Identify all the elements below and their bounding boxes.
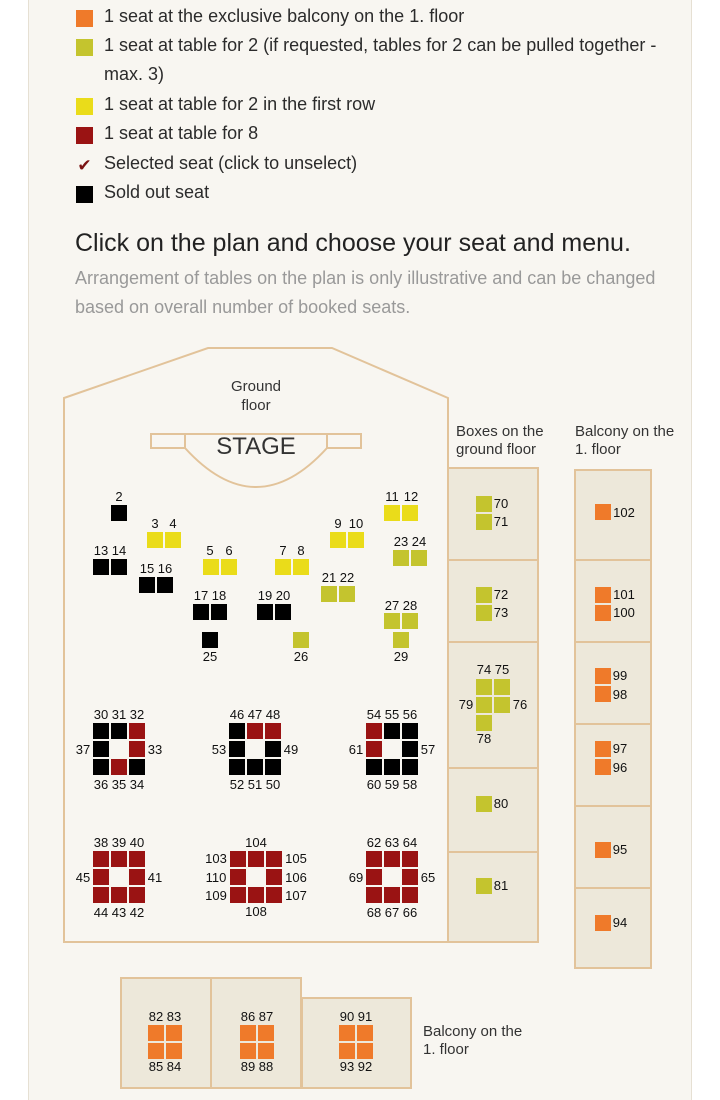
balcony-label: Balcony on the [575, 423, 675, 440]
seat-number-32: 32 [129, 707, 145, 722]
seat-85[interactable] [148, 1043, 164, 1059]
seat-number-104: 104 [245, 835, 267, 850]
seat-84[interactable] [166, 1043, 182, 1059]
seat-number-96: 96 [612, 760, 628, 775]
seat-number-45: 45 [75, 870, 91, 885]
seat-number-90: 90 [339, 1009, 355, 1024]
seat-number-97: 97 [612, 741, 628, 756]
seat-52 [229, 759, 245, 775]
seat-6[interactable] [221, 559, 237, 575]
seat-number-29: 29 [393, 649, 409, 664]
seat-number-64: 64 [402, 835, 418, 850]
seat-number-83: 83 [166, 1009, 182, 1024]
seat-number-49: 49 [283, 742, 299, 757]
seat-number-37: 37 [75, 742, 91, 757]
seat-number-44: 44 [93, 905, 109, 920]
seat-26[interactable] [293, 632, 309, 648]
seat-number-110: 110 [205, 870, 227, 885]
legend-label: 1 seat at table for 2 (if requested, tables for 2 can be pulled together - max. 3) [104, 35, 657, 84]
seat-40[interactable] [129, 851, 145, 867]
seat-number-62: 62 [366, 835, 382, 850]
seat-37 [93, 741, 109, 757]
seat-number-26: 26 [293, 649, 309, 664]
seat-number-88: 88 [258, 1059, 274, 1074]
seat-28[interactable] [402, 613, 418, 629]
seat-94[interactable] [595, 915, 611, 931]
seat-number-67: 67 [384, 905, 400, 920]
seat-number-25: 25 [202, 649, 218, 664]
seat-20 [275, 604, 291, 620]
seat-18 [211, 604, 227, 620]
seat-5[interactable] [203, 559, 219, 575]
seat-46 [229, 723, 245, 739]
seat-35[interactable] [111, 759, 127, 775]
seat-number-16: 16 [157, 561, 173, 576]
seat-number-93: 93 [339, 1059, 355, 1074]
seat-89[interactable] [240, 1043, 256, 1059]
seat-number-46: 46 [229, 707, 245, 722]
seat-number-89: 89 [240, 1059, 256, 1074]
seat-38[interactable] [93, 851, 109, 867]
seat-number-48: 48 [265, 707, 281, 722]
seat-93[interactable] [339, 1043, 355, 1059]
seat-8[interactable] [293, 559, 309, 575]
seat-87[interactable] [258, 1025, 274, 1041]
seat-number-100: 100 [613, 605, 635, 620]
seat-76[interactable] [494, 697, 510, 713]
seat-69[interactable] [366, 869, 382, 885]
seat-4[interactable] [165, 532, 181, 548]
seat-24[interactable] [411, 550, 427, 566]
seat-number-57: 57 [420, 742, 436, 757]
seat-45[interactable] [93, 869, 109, 885]
seat-number-74: 74 [476, 662, 492, 677]
seat-54[interactable] [366, 723, 382, 739]
seat-63[interactable] [384, 851, 400, 867]
seat-number-8: 8 [297, 543, 305, 558]
legend-label: 1 seat at table for 8 [104, 123, 259, 143]
seat-15 [139, 577, 155, 593]
seat-number-102: 102 [613, 505, 635, 520]
seat-75[interactable] [494, 679, 510, 695]
seat-number-39: 39 [111, 835, 127, 850]
seat-9[interactable] [330, 532, 346, 548]
stage-label: STAGE [216, 433, 296, 460]
seat-81[interactable] [476, 878, 492, 894]
seat-number-63: 63 [384, 835, 400, 850]
seat-68[interactable] [366, 887, 382, 903]
seat-29[interactable] [393, 632, 409, 648]
seat-70[interactable] [476, 496, 492, 512]
seat-33[interactable] [129, 741, 145, 757]
seat-62[interactable] [366, 851, 382, 867]
boxes-label: Boxes on the [456, 423, 544, 440]
seat-number-109: 109 [205, 888, 227, 903]
seat-21[interactable] [321, 586, 337, 602]
seat-number-34: 34 [129, 777, 145, 792]
seat-number-59: 59 [384, 777, 400, 792]
seat-number-61: 61 [348, 742, 364, 757]
seat-74[interactable] [476, 679, 492, 695]
seat-number-65: 65 [420, 870, 436, 885]
seat-number-7: 7 [279, 543, 287, 558]
seat-number-52: 52 [229, 777, 245, 792]
seat-number-27: 27 [384, 598, 400, 613]
seat-number-55: 55 [384, 707, 400, 722]
seat-number-85: 85 [148, 1059, 164, 1074]
seat-65[interactable] [402, 869, 418, 885]
seat-number-101: 101 [613, 587, 635, 602]
seat-number-22: 22 [339, 570, 355, 585]
seat-55 [384, 723, 400, 739]
seat-107[interactable] [266, 887, 282, 903]
seat-90[interactable] [339, 1025, 355, 1041]
seat-number-43: 43 [111, 905, 127, 920]
seat-number-91: 91 [357, 1009, 373, 1024]
seat-101[interactable] [595, 587, 611, 603]
seat-104[interactable] [248, 851, 264, 867]
seat-86[interactable] [240, 1025, 256, 1041]
seat-number-35: 35 [111, 777, 127, 792]
seat-number-71: 71 [493, 514, 509, 529]
seat-number-17: 17 [193, 588, 209, 603]
seat-number-98: 98 [612, 687, 628, 702]
seat-number-40: 40 [129, 835, 145, 850]
seat-number-10: 10 [348, 516, 364, 531]
seat-number-3: 3 [151, 516, 159, 531]
seat-59 [384, 759, 400, 775]
seat-number-99: 99 [612, 668, 628, 683]
seat-105[interactable] [266, 851, 282, 867]
page-heading: Click on the plan and choose your seat and menu. [75, 229, 631, 257]
seat-42[interactable] [129, 887, 145, 903]
seat-number-19: 19 [257, 588, 273, 603]
seat-3[interactable] [147, 532, 163, 548]
seat-99[interactable] [595, 668, 611, 684]
seat-number-28: 28 [402, 598, 418, 613]
seat-number-81: 81 [493, 878, 509, 893]
check-icon: ✔ [77, 156, 92, 175]
seat-number-51: 51 [247, 777, 263, 792]
seat-72[interactable] [476, 587, 492, 603]
seat-number-11: 11 [385, 489, 399, 504]
seat-number-103: 103 [205, 851, 227, 866]
page-subtext: Arrangement of tables on the plan is only illustrative and can be changed based on overall number of booked seats. [75, 268, 656, 317]
seat-number-80: 80 [493, 796, 509, 811]
seat-78[interactable] [476, 715, 492, 731]
seat-number-2: 2 [115, 489, 123, 504]
seat-73[interactable] [476, 605, 492, 621]
seat-31 [111, 723, 127, 739]
seat-number-58: 58 [402, 777, 418, 792]
seat-number-70: 70 [493, 496, 509, 511]
seat-14 [111, 559, 127, 575]
seat-number-42: 42 [129, 905, 145, 920]
seat-66[interactable] [402, 887, 418, 903]
seat-27[interactable] [384, 613, 400, 629]
seat-number-79: 79 [458, 697, 474, 712]
seat-number-47: 47 [247, 707, 263, 722]
seat-number-68: 68 [366, 905, 382, 920]
seat-64[interactable] [402, 851, 418, 867]
seat-number-9: 9 [334, 516, 342, 531]
seat-49 [265, 741, 281, 757]
seat-number-20: 20 [275, 588, 291, 603]
seat-2 [111, 505, 127, 521]
seat-44[interactable] [93, 887, 109, 903]
seat-34 [129, 759, 145, 775]
seat-number-84: 84 [166, 1059, 182, 1074]
seat-30 [93, 723, 109, 739]
seat-number-105: 105 [285, 851, 307, 866]
seat-48[interactable] [265, 723, 281, 739]
ground-floor-label: floor [241, 397, 271, 414]
seat-60 [366, 759, 382, 775]
seat-number-53: 53 [211, 742, 227, 757]
seat-57 [402, 741, 418, 757]
balcony-bottom-label: Balcony on the [423, 1023, 523, 1040]
seat-80[interactable] [476, 796, 492, 812]
seat-number-30: 30 [93, 707, 109, 722]
seat-16 [157, 577, 173, 593]
seat-13 [93, 559, 109, 575]
seat-12[interactable] [402, 505, 418, 521]
seat-number-5: 5 [206, 543, 214, 558]
seat-91[interactable] [357, 1025, 373, 1041]
seat-number-82: 82 [148, 1009, 164, 1024]
seat-number-31: 31 [111, 707, 127, 722]
seat-56 [402, 723, 418, 739]
balcony-right [575, 470, 651, 968]
seat-7[interactable] [275, 559, 291, 575]
seat-88[interactable] [258, 1043, 274, 1059]
seat-19 [257, 604, 273, 620]
seat-61[interactable] [366, 741, 382, 757]
seat-number-66: 66 [402, 905, 418, 920]
seat-82[interactable] [148, 1025, 164, 1041]
seat-number-4: 4 [169, 516, 177, 531]
seat-108[interactable] [248, 887, 264, 903]
legend-label: 1 seat at table for 2 in the first row [104, 94, 376, 114]
seat-number-94: 94 [612, 915, 628, 930]
seat-47[interactable] [247, 723, 263, 739]
seat-number-72: 72 [493, 587, 509, 602]
seat-102[interactable] [595, 504, 611, 520]
seat-number-23: 23 [393, 534, 409, 549]
seat-58 [402, 759, 418, 775]
seat-number-87: 87 [258, 1009, 274, 1024]
seat-100[interactable] [595, 605, 611, 621]
seat-number-21: 21 [321, 570, 337, 585]
seat-79[interactable] [476, 697, 492, 713]
seat-41[interactable] [129, 869, 145, 885]
seat-11[interactable] [384, 505, 400, 521]
legend-label: Selected seat (click to unselect) [104, 153, 358, 173]
seat-number-14: 14 [111, 543, 127, 558]
seat-number-75: 75 [494, 662, 510, 677]
seat-50 [265, 759, 281, 775]
seat-110[interactable] [230, 869, 246, 885]
seat-number-13: 13 [93, 543, 109, 558]
seat-number-107: 107 [285, 888, 307, 903]
seat-number-92: 92 [357, 1059, 373, 1074]
seat-71[interactable] [476, 514, 492, 530]
seat-97[interactable] [595, 741, 611, 757]
seat-number-54: 54 [366, 707, 382, 722]
seat-number-76: 76 [512, 697, 528, 712]
seat-43[interactable] [111, 887, 127, 903]
seat-10[interactable] [348, 532, 364, 548]
ground-floor-label: Ground [230, 378, 282, 395]
seat-number-56: 56 [402, 707, 418, 722]
seat-67[interactable] [384, 887, 400, 903]
seat-36 [93, 759, 109, 775]
boxes-label: ground floor [456, 441, 537, 458]
seat-number-18: 18 [211, 588, 227, 603]
seat-number-106: 106 [285, 870, 307, 885]
seat-103[interactable] [230, 851, 246, 867]
legend-label: Sold out seat [104, 182, 210, 202]
seat-106[interactable] [266, 869, 282, 885]
seat-23[interactable] [393, 550, 409, 566]
seat-number-60: 60 [366, 777, 382, 792]
seat-number-95: 95 [612, 842, 628, 857]
balcony-bottom-label: 1. floor [423, 1041, 469, 1058]
seat-number-41: 41 [147, 870, 163, 885]
seat-98[interactable] [595, 686, 611, 702]
seat-53 [229, 741, 245, 757]
seat-96[interactable] [595, 759, 611, 775]
seat-39[interactable] [111, 851, 127, 867]
seat-number-78: 78 [476, 731, 492, 746]
seat-number-6: 6 [225, 543, 233, 558]
seat-95[interactable] [595, 842, 611, 858]
seat-51 [247, 759, 263, 775]
seat-number-24: 24 [411, 534, 427, 549]
seat-92[interactable] [357, 1043, 373, 1059]
seat-number-73: 73 [493, 605, 509, 620]
balcony-label: 1. floor [575, 441, 621, 458]
seat-number-36: 36 [93, 777, 109, 792]
seat-17 [193, 604, 209, 620]
seat-number-15: 15 [139, 561, 155, 576]
seat-32[interactable] [129, 723, 145, 739]
seat-number-69: 69 [348, 870, 364, 885]
seat-number-50: 50 [265, 777, 281, 792]
seat-number-12: 12 [403, 489, 419, 504]
seat-109[interactable] [230, 887, 246, 903]
seat-number-38: 38 [93, 835, 109, 850]
legend-label: 1 seat at the exclusive balcony on the 1. floor [104, 6, 465, 26]
seat-number-108: 108 [245, 904, 267, 919]
seat-22[interactable] [339, 586, 355, 602]
seat-83[interactable] [166, 1025, 182, 1041]
seat-25 [202, 632, 218, 648]
seat-number-33: 33 [147, 742, 163, 757]
seat-number-86: 86 [240, 1009, 256, 1024]
